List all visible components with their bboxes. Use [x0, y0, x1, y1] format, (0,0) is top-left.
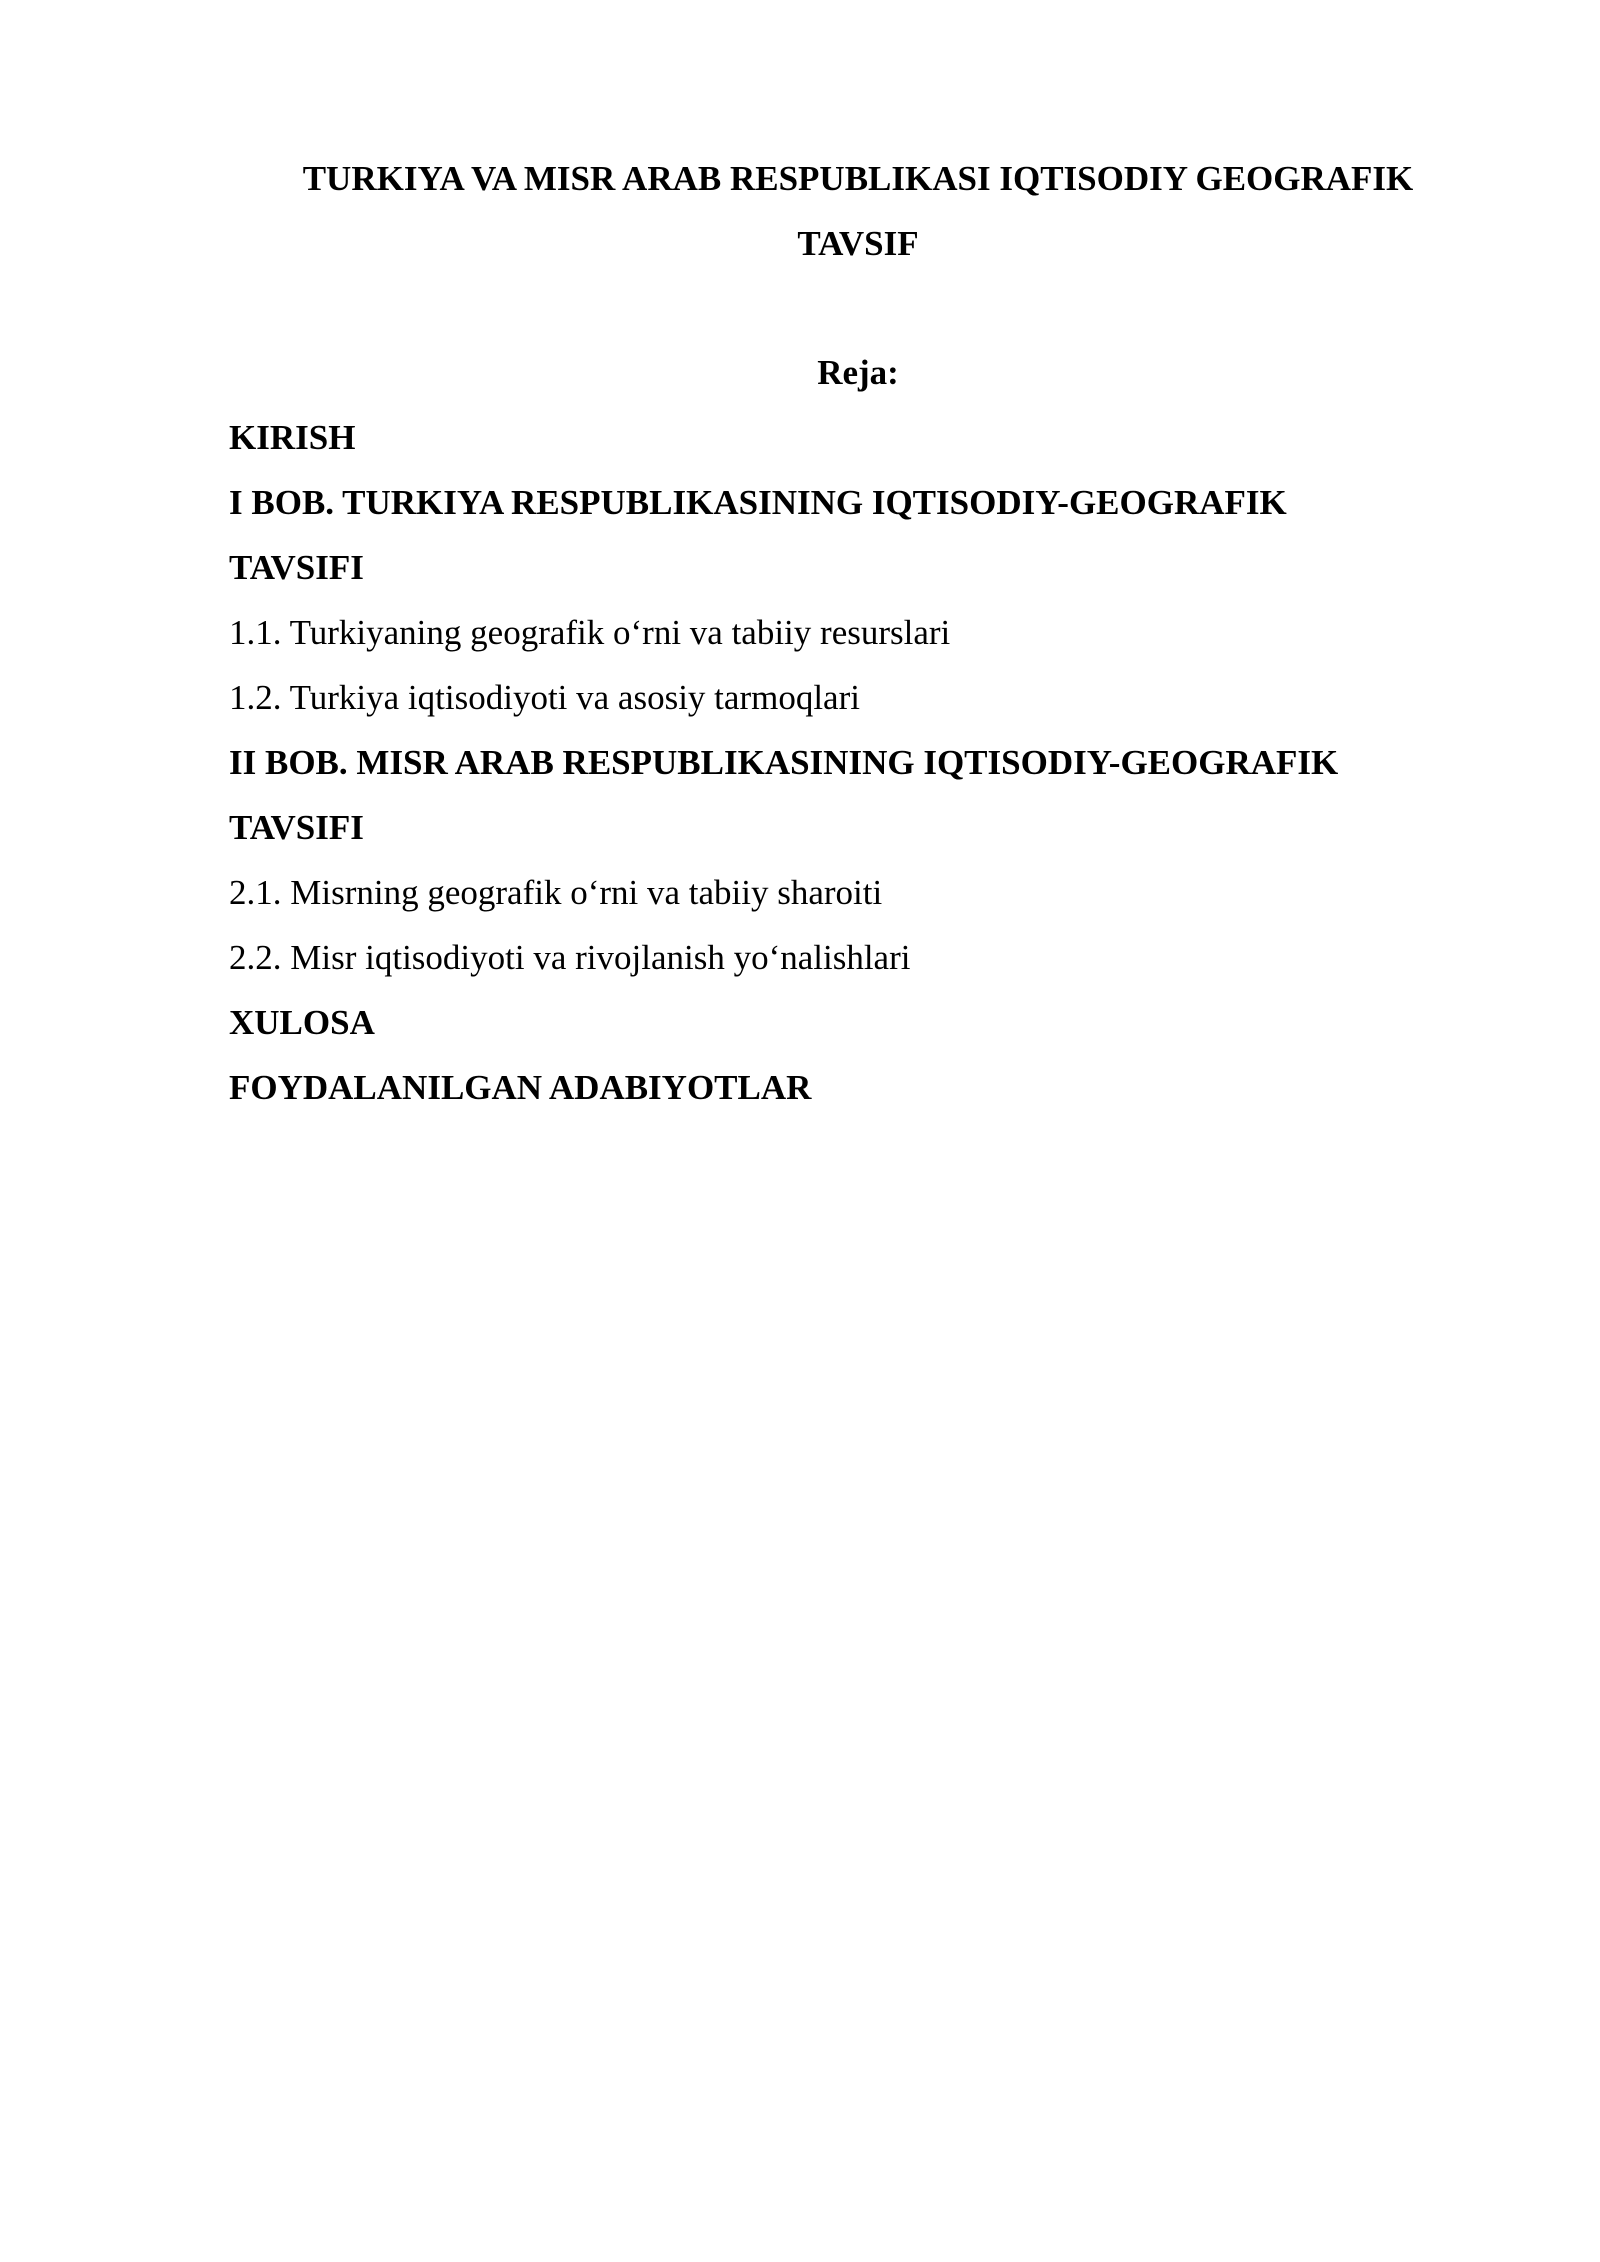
toc-item-chapter-2: II BOB. MISR ARAB RESPUBLIKASINING IQTISODIY-GEOGRAFIK — [229, 743, 1339, 782]
document-title-line-2: TAVSIF — [797, 224, 919, 263]
toc-item-section-1-2: 1.2. Turkiya iqtisodiyoti va asosiy tarmoqlari — [229, 678, 860, 717]
document-title — [228, 146, 1488, 276]
toc-item-section-1-1: 1.1. Turkiyaning geografik o‘rni va tabiiy resurslari — [229, 613, 951, 652]
toc-item-references: FOYDALANILGAN ADABIYOTLAR — [229, 1068, 812, 1107]
toc-item-chapter-2-cont: TAVSIFI — [229, 808, 364, 847]
document-title-line-1: TURKIYA VA MISR ARAB RESPUBLIKASI IQTISODIY GEOGRAFIK — [302, 159, 1414, 198]
toc-item-kirish: KIRISH — [229, 418, 356, 457]
toc-item-section-2-2: 2.2. Misr iqtisodiyoti va rivojlanish yo‘nalishlari — [229, 938, 911, 977]
toc-item-chapter-1: I BOB. TURKIYA RESPUBLIKASINING IQTISODIY-GEOGRAFIK — [229, 483, 1287, 522]
toc-item-xulosa: XULOSA — [229, 1003, 375, 1042]
toc-item-chapter-1-cont: TAVSIFI — [229, 548, 364, 587]
toc-item-section-2-1: 2.1. Misrning geografik o‘rni va tabiiy sharoiti — [229, 873, 883, 912]
table-of-contents — [229, 405, 1469, 1120]
plan-heading: Reja: — [817, 353, 899, 392]
